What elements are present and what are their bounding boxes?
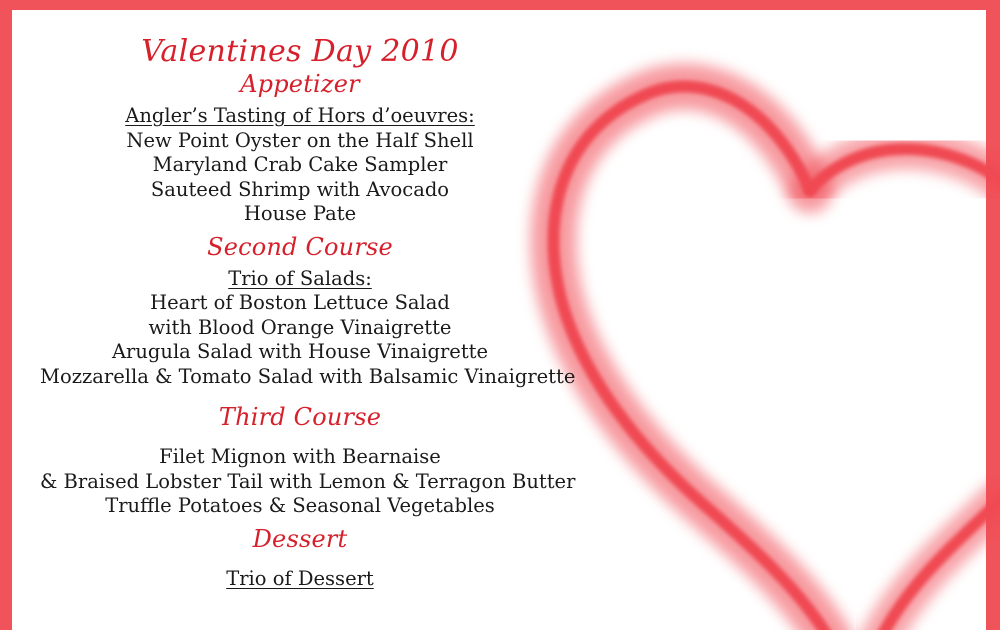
menu-item: Arugula Salad with House Vinaigrette: [111, 340, 489, 363]
appetizer-heading: Appetizer: [240, 70, 360, 98]
page-border-left: [0, 0, 12, 630]
second-course-subheading: Trio of Salads:: [228, 266, 372, 290]
menu-item: with Blood Orange Vinaigrette: [148, 315, 452, 339]
menu-item: Maryland Crab Cake Sampler: [152, 153, 448, 176]
menu-item: Truffle Potatoes & Seasonal Vegetables: [105, 494, 495, 517]
menu-item: & Braised Lobster Tail with Lemon & Terragon Butter: [40, 469, 576, 493]
menu-content: [40, 34, 576, 591]
dessert-subheading: Trio of Dessert: [226, 566, 374, 590]
dessert-heading: Dessert: [252, 524, 348, 553]
page-border-top: [0, 0, 1000, 10]
menu-item: House Pate: [243, 202, 357, 225]
menu-title: Valentines Day 2010: [141, 34, 459, 69]
menu-item: Filet Mignon with Bearnaise: [159, 445, 441, 468]
menu-item: Mozzarella & Tomato Salad with Balsamic Vinaigrette: [40, 364, 576, 388]
menu-item: Heart of Boston Lettuce Salad: [150, 291, 450, 314]
third-course-heading: Third Course: [218, 403, 382, 431]
heart-glow: [553, 87, 1000, 630]
menu-item: New Point Oyster on the Half Shell: [126, 128, 474, 152]
second-course-heading: Second Course: [207, 232, 393, 261]
appetizer-subheading: Angler’s Tasting of Hors d’oeuvres:: [125, 104, 475, 127]
menu-item: Sauteed Shrimp with Avocado: [150, 177, 450, 201]
